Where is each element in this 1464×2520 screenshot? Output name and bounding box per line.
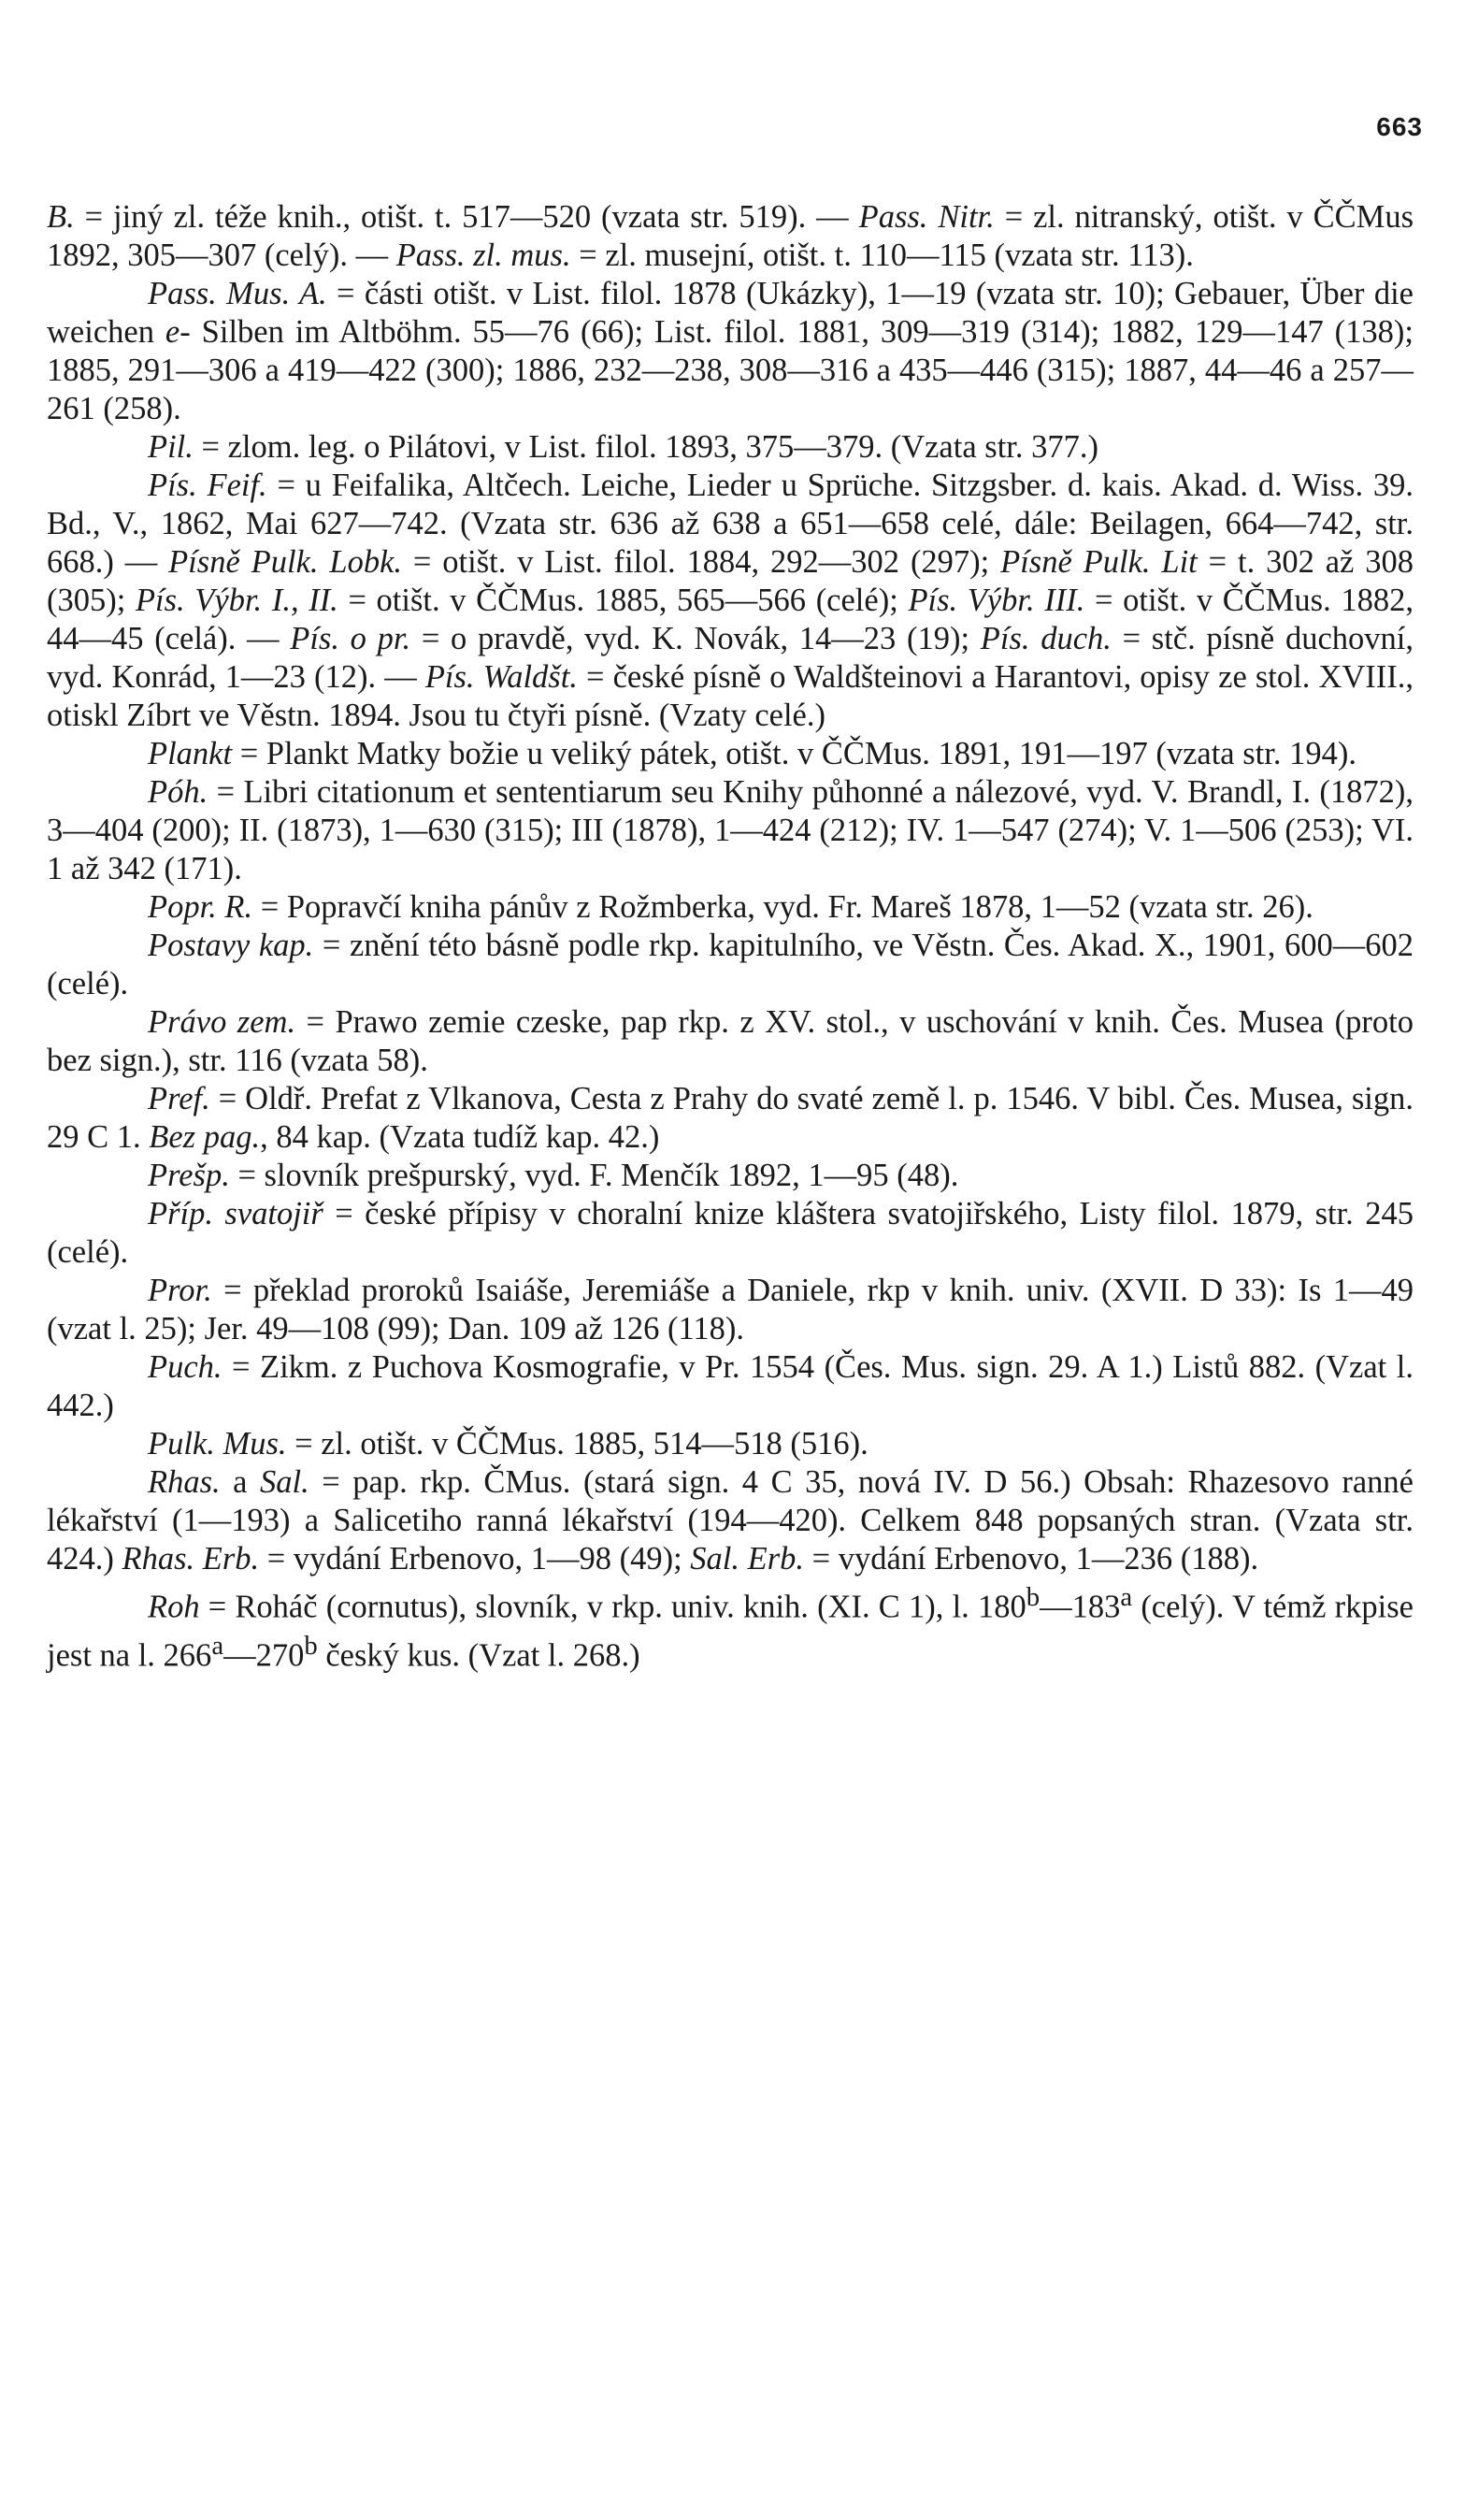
- entry-text: = stč. písně duchovní, vyd. Konrád, 1—23 (12). —: [47, 621, 1414, 695]
- entry-text: = slovník prešpurský, vyd. F. Menčík 1892, 1—95 (48).: [229, 1158, 959, 1193]
- entry-text: = znění této básně podle rkp. kapitulního, ve Věstn. Čes. Akad. X., 1901, 600—602 (celé).: [47, 928, 1414, 1001]
- entry-text: = Zikm. z Puchova Kosmografie, v Pr. 1554 (Čes. Mus. sign. 29. A 1.) Listů 882. (Vzat l. 442.): [47, 1349, 1414, 1423]
- entry-abbreviation: Prešp.: [148, 1158, 230, 1193]
- entry-text: = otišt. v ČČMus. 1882, 44—45 (celá). —: [47, 583, 1414, 656]
- entry-text: = Popravčí kniha pánův z Rožmberka, vyd. Fr. Mareš 1878, 1—52 (vzata str. 26).: [252, 889, 1313, 925]
- entry-text: = zl. musejní, otišt. t. 110—115 (vzata str. 113).: [570, 238, 1194, 273]
- entry-text: český kus. (Vzat l. 268.): [317, 1637, 640, 1673]
- bibliography-entry: [47, 1195, 1414, 1272]
- entry-abbreviation: Pís. Waldšt.: [424, 659, 578, 695]
- superscript-text: a: [211, 1630, 224, 1661]
- entry-text: = překlad proroků Isaiáše, Jeremiáše a Daniele, rkp v knih. univ. (XVII. D 33): Is 1—49 (vzat l. 25); Jer. 49—108 (99); Dan. 109 až 126 (118).: [47, 1273, 1414, 1346]
- entry-abbreviation: Póh.: [148, 774, 208, 810]
- bibliography-entry: [47, 1425, 1414, 1463]
- entry-text: = zlom. leg. o Pilátovi, v List. filol. 1893, 375—379. (Vzata str. 377.): [193, 429, 1098, 465]
- entry-text: = české přípisy v choralní knize kláštera svatojiřského, Listy filol. 1879, str. 245 (celé).: [47, 1196, 1414, 1270]
- entry-abbreviation: Popr. R.: [148, 889, 253, 925]
- entry-text: = u Feifalika, Altčech. Leiche, Lieder u Sprüche. Sitzgsber. d. kais. Akad. d. Wiss. 39. Bd., V., 1862, Mai 627—742. (Vzata str. 636 až 638 a 651—658 celé, dále: Beilagen, 664—742, str. 668.) —: [47, 468, 1414, 580]
- entry-abbreviation: B.: [47, 199, 75, 235]
- entry-text: = pap. rkp. ČMus. (stará sign. 4 C 35, nová IV. D 56.) Obsah: Rhazesovo ranné lékařství (1—193) a Salicetiho ranná lékařství (194—420). Celkem 848 popsaných stran. (Vzata str. 424.): [47, 1464, 1414, 1577]
- entry-abbreviation: Sal. Erb.: [690, 1541, 805, 1577]
- bibliography-entry: [47, 467, 1414, 735]
- bibliography-entry: [47, 927, 1414, 1003]
- entry-list: [47, 198, 1414, 1675]
- entry-abbreviation: Pil.: [148, 429, 194, 465]
- entry-text: , 84 kap. (Vzata tudíž kap. 42.): [260, 1119, 660, 1155]
- entry-abbreviation: Plankt: [148, 736, 233, 771]
- entry-text: = Libri citationum et sententiarum seu Knihy půhonné a nálezové, vyd. V. Brandl, I. (1872), 3—404 (200); II. (1873), 1—630 (315); III (1878), 1—424 (212); IV. 1—547 (274); V. 1—506 (253); VI. 1 až 342 (171).: [47, 774, 1414, 886]
- bibliography-entry: [47, 1348, 1414, 1425]
- entry-text: = vydání Erbenovo, 1—98 (49);: [259, 1541, 691, 1577]
- entry-abbreviation: Pref.: [148, 1081, 210, 1116]
- entry-abbreviation: Postavy kap.: [148, 928, 314, 963]
- entry-abbreviation: Sal.: [260, 1464, 309, 1500]
- entry-abbreviation: Puch.: [148, 1349, 222, 1385]
- entry-text: (celý). V témž rkpise jest na l. 266: [47, 1589, 1414, 1673]
- bibliography-entry: [47, 275, 1414, 428]
- entry-text: = zl. nitranský, otišt. v ČČMus 1892, 305—307 (celý). —: [47, 199, 1414, 273]
- bibliography-entry: [47, 1080, 1414, 1157]
- entry-text: = Roháč (cornutus), slovník, v rkp. univ. knih. (XI. C 1), l. 180: [199, 1589, 1026, 1625]
- bibliography-entry: [47, 773, 1414, 888]
- entry-text: = Oldř. Prefat z Vlkanova, Cesta z Prahy do svaté země l. p. 1546. V bibl. Čes. Musea, sign. 29 C 1.: [47, 1081, 1414, 1155]
- superscript-text: b: [304, 1630, 318, 1661]
- entry-text: = t. 302 až 308 (305);: [47, 544, 1414, 618]
- entry-abbreviation: Pís. o pr.: [290, 621, 411, 656]
- entry-text: a: [220, 1464, 261, 1500]
- entry-abbreviation: Roh: [148, 1589, 200, 1625]
- entry-abbreviation: Pís. duch.: [980, 621, 1112, 656]
- entry-abbreviation: Pís. Výbr. III.: [908, 583, 1085, 618]
- entry-abbreviation: Pís. Feif.: [148, 468, 267, 503]
- entry-text: = Prawo zemie czeske, pap rkp. z XV. stol., v uschování v knih. Čes. Musea (proto bez sign.), str. 116 (vzata 58).: [47, 1004, 1414, 1078]
- bibliography-entry: [47, 1578, 1414, 1675]
- entry-text: = zl. otišt. v ČČMus. 1885, 514—518 (516).: [286, 1426, 868, 1462]
- page-number: 663: [1376, 112, 1423, 141]
- entry-abbreviation: Písně Pulk. Lit: [1000, 544, 1198, 580]
- entry-abbreviation: Pulk. Mus.: [148, 1426, 287, 1462]
- entry-text: = o pravdě, vyd. K. Novák, 14—23 (19);: [410, 621, 981, 656]
- entry-abbreviation: Písně Pulk. Lobk.: [168, 544, 403, 580]
- entry-abbreviation: Bez pag.: [149, 1119, 261, 1155]
- entry-abbreviation: Rhas.: [148, 1464, 221, 1500]
- entry-text: = vydání Erbenovo, 1—236 (188).: [804, 1541, 1259, 1577]
- bibliography-entry: [47, 735, 1414, 773]
- entry-abbreviation: Rhas. Erb.: [122, 1541, 260, 1577]
- entry-text: = jiný zl. téže knih., otišt. t. 517—520 (vzata str. 519). —: [74, 199, 859, 235]
- entry-text: —270: [223, 1637, 305, 1673]
- entry-text: = části otišt. v List. filol. 1878 (Ukázky), 1—19 (vzata str. 10); Gebauer, Über die weichen: [47, 276, 1414, 350]
- entry-text: —183: [1040, 1589, 1121, 1625]
- bibliography-entry: [47, 1003, 1414, 1080]
- bibliography-entry: [47, 198, 1414, 275]
- entry-abbreviation: Příp. svatojiř: [148, 1196, 323, 1231]
- bibliography-entry: [47, 1272, 1414, 1348]
- entry-abbreviation: Pís. Výbr. I., II.: [135, 583, 338, 618]
- bibliography-entry: [47, 1463, 1414, 1578]
- entry-text: = otišt. v List. filol. 1884, 292—302 (297);: [402, 544, 1001, 580]
- superscript-text: a: [1120, 1582, 1133, 1612]
- entry-text: = české písně o Waldšteinovi a Harantovi, opisy ze stol. XVIII., otiskl Zíbrt ve Věstn. 1894. Jsou tu čtyři písně. (Vzaty celé.): [47, 659, 1414, 733]
- entry-text: = otišt. v ČČMus. 1885, 565—566 (celé);: [337, 583, 909, 618]
- entry-abbreviation: e-: [165, 314, 191, 350]
- entry-text: Silben im Altböhm. 55—76 (66); List. filol. 1881, 309—319 (314); 1882, 129—147 (138); 1885, 291—306 a 419—422 (300); 1886, 232—238, 308—316 a 435—446 (315); 1887, 44—46 a 257—261 (258).: [47, 314, 1414, 426]
- bibliography-entry: [47, 888, 1414, 927]
- entry-abbreviation: Právo zem.: [148, 1004, 296, 1040]
- bibliography-entry: [47, 428, 1414, 467]
- entry-abbreviation: Pass. Mus. A.: [148, 276, 327, 311]
- entry-text: = Plankt Matky božie u veliký pátek, otišt. v ČČMus. 1891, 191—197 (vzata str. 194).: [232, 736, 1356, 771]
- entry-abbreviation: Pror.: [148, 1273, 212, 1308]
- bibliography-entry: [47, 1157, 1414, 1195]
- superscript-text: b: [1026, 1582, 1041, 1612]
- entry-abbreviation: Pass. zl. mus.: [395, 238, 571, 273]
- entry-abbreviation: Pass. Nitr.: [858, 199, 995, 235]
